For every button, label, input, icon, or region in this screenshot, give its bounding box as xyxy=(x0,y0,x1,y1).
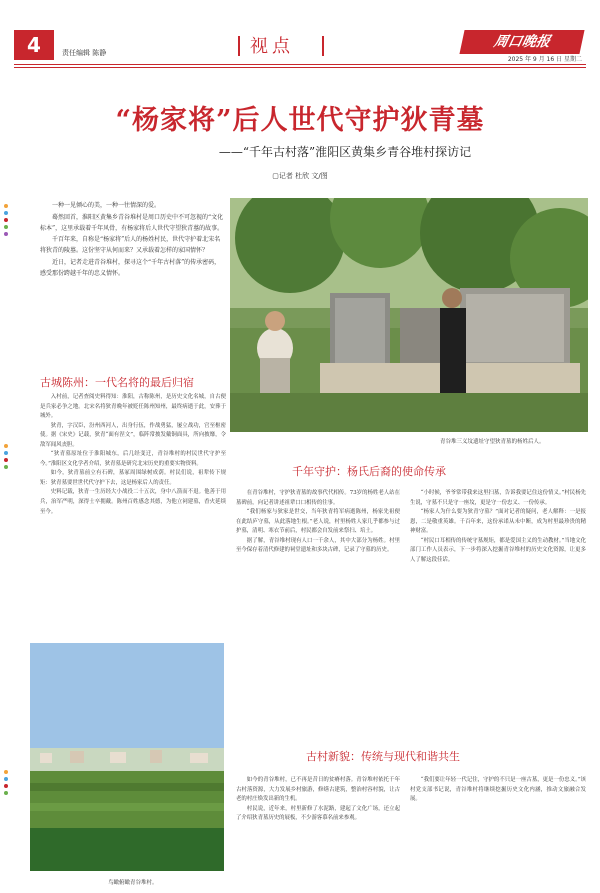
article-intro xyxy=(40,201,226,281)
photo-tomb-illustration xyxy=(230,198,588,432)
body-paragraph: 如今，狄青墓前立有石碑，墓冢周围绿树成荫。村民们说，祖辈传下规矩：狄青墓要世世代代守护下去，这是杨家后人的责任。 xyxy=(40,470,226,486)
photo-tomb-guardians xyxy=(230,198,588,432)
section-heading-ancient-city: 古城陈州：一代名将的最后归宿 xyxy=(40,376,194,389)
body-paragraph: 史料记载，狄青一生历经大小战役二十五次，身中八箭而不退。他善于用兵，治军严明，深得士卒拥戴。陈州百姓感念其德，为他立祠建墓，香火延续至今。 xyxy=(40,489,226,515)
decorative-dots-2 xyxy=(4,444,8,472)
photo-village-aerial xyxy=(30,643,224,871)
headline: “杨家将”后人世代守护狄青墓 xyxy=(115,105,485,136)
body-paragraph: 村民说，近年来，村里新修了水泥路，建起了文化广场，还立起了介绍狄青墓历史的展板，不少游客慕名前来参观。 xyxy=(236,805,400,822)
section1-body xyxy=(40,393,226,639)
intro-paragraph: 蓦然回首，淮阳区黄集乡青谷堆村是周口历史中不可忽视的“文化标本”，这里承载着千年风骨，有杨家将后人世代守望狄青墓的故事。 xyxy=(40,213,224,232)
newspaper-logo: 周口晚报 xyxy=(459,30,584,54)
editor-credit: 责任编辑 陈静 xyxy=(62,49,107,57)
section2-body-right xyxy=(410,489,586,721)
page-header xyxy=(0,0,600,62)
photo-caption: 鸟瞰俯瞰青谷堆村。 xyxy=(108,880,158,886)
section3-body-right xyxy=(410,776,586,884)
intro-paragraph: 近日，记者走进青谷堆村，探寻这个“千年古村落”的传承密码，感受那份跨越千年的忠义情怀。 xyxy=(40,258,221,277)
subheadline: ——“千年古村落”淮阳区黄集乡青谷堆村探访记 xyxy=(218,145,472,159)
divider-bar-right xyxy=(322,36,324,56)
section2-body-left xyxy=(236,489,400,721)
byline: ▢记者 杜欣 文/图 xyxy=(272,172,328,180)
divider-bar-left xyxy=(238,36,240,56)
body-paragraph: “狄青墓原址位于淮阳城东，后几经变迁，青谷堆村的村民世代守护至今。”淮阳区文化学者介绍，狄青墓是研究北宋历史的重要实物资料。 xyxy=(40,451,226,467)
decorative-dots-1 xyxy=(4,204,8,239)
issue-date: 2025 年 9 月 16 日 星期二 xyxy=(507,56,582,63)
body-paragraph: “杨家人为什么要为狄青守墓？”面对记者的疑问，老人解释：一是报恩，二是敬重英雄。千百年来，这份承诺从未中断，成为村里最珍贵的精神财富。 xyxy=(410,509,586,535)
section3-body-left xyxy=(236,776,400,884)
intro-paragraph: 千百年来，自称是“杨家将”后人的杨姓村民，世代守护着北宋名将狄青的陵墓。这份坚守从何而来？又承载着怎样的家国情怀？ xyxy=(40,236,221,255)
body-paragraph: 入村前，记者查阅史料得知：淮阳，古称陈州，是历史文化名城，自古便是兵家必争之地。北宋名将狄青晚年被贬任陈州知州，最终病逝于此，安葬于城外。 xyxy=(40,394,226,420)
body-paragraph: 狄青，字汉臣，汾州西河人，出身行伍，作战勇猛，屡立战功，官至枢密使。据《宋史》记载，狄青“面有涅文”，临阵常披发戴铜面具，所向披靡，令敌军闻风丧胆。 xyxy=(40,422,226,448)
photo-caption: 青谷堆三义坟遗址守望狄青墓的杨姓后人。 xyxy=(440,439,545,445)
body-paragraph: “小时候，爷爷常带我来这里扫墓，告诉我要记住这份情义。”村民杨先生说，守墓不只是守一座坟，更是守一份忠义、一份传承。 xyxy=(410,490,586,506)
body-paragraph: “村民口耳相传的传统守墓规矩，都是爱国主义的生动教材。”当地文化部门工作人员表示，下一步将深入挖掘青谷堆村的历史文化资源，让更多人了解这段佳话。 xyxy=(410,537,586,563)
header-rule-thin xyxy=(14,67,586,68)
body-paragraph: “我们杨家与狄家是世交，当年狄青将军病逝陈州，杨家先祖便在此结庐守墓，从此落地生根。”老人说，村里杨姓人家几乎都参与过护墓，清明、寒衣节前后，村民都会自发前来祭扫、培土。 xyxy=(236,509,400,535)
section-heading-new-look: 古村新貌：传统与现代和谐共生 xyxy=(306,750,460,763)
body-paragraph: 如今的青谷堆村，已不再是昔日的贫瘠村落。青谷堆村依托千年古村落资源，大力发展乡村旅游，修缮古建筑，整治村容村貌，让古老的村庄焕发出新的生机。 xyxy=(236,777,400,803)
decorative-dots-3 xyxy=(4,770,8,798)
body-paragraph: 在青谷堆村，守护狄青墓的故事代代相传。73岁的杨姓老人站在墓碑前，向记者讲述祖辈口口相传的往事。 xyxy=(236,490,400,506)
body-paragraph: “我们要让年轻一代记住，守护的不只是一座古墓，更是一份忠义。”该村党支部书记说，青谷堆村将继续挖掘历史文化内涵，推动文旅融合发展。 xyxy=(410,777,586,803)
intro-paragraph: 一种一见倾心的美，一种一往情深的爱。 xyxy=(52,202,161,209)
aerial-illustration xyxy=(30,643,224,871)
page-number: 4 xyxy=(14,30,54,60)
header-rule xyxy=(14,64,586,65)
section-title: 视点 xyxy=(250,36,294,57)
section-heading-guardianship: 千年守护：杨氏后裔的使命传承 xyxy=(292,465,446,478)
body-paragraph: 据了解，青谷堆村现有人口一千余人，其中大部分为杨姓。村里至今保存着清代修建的祠堂遗址和多块古碑，记录了守墓的历史。 xyxy=(236,537,400,554)
